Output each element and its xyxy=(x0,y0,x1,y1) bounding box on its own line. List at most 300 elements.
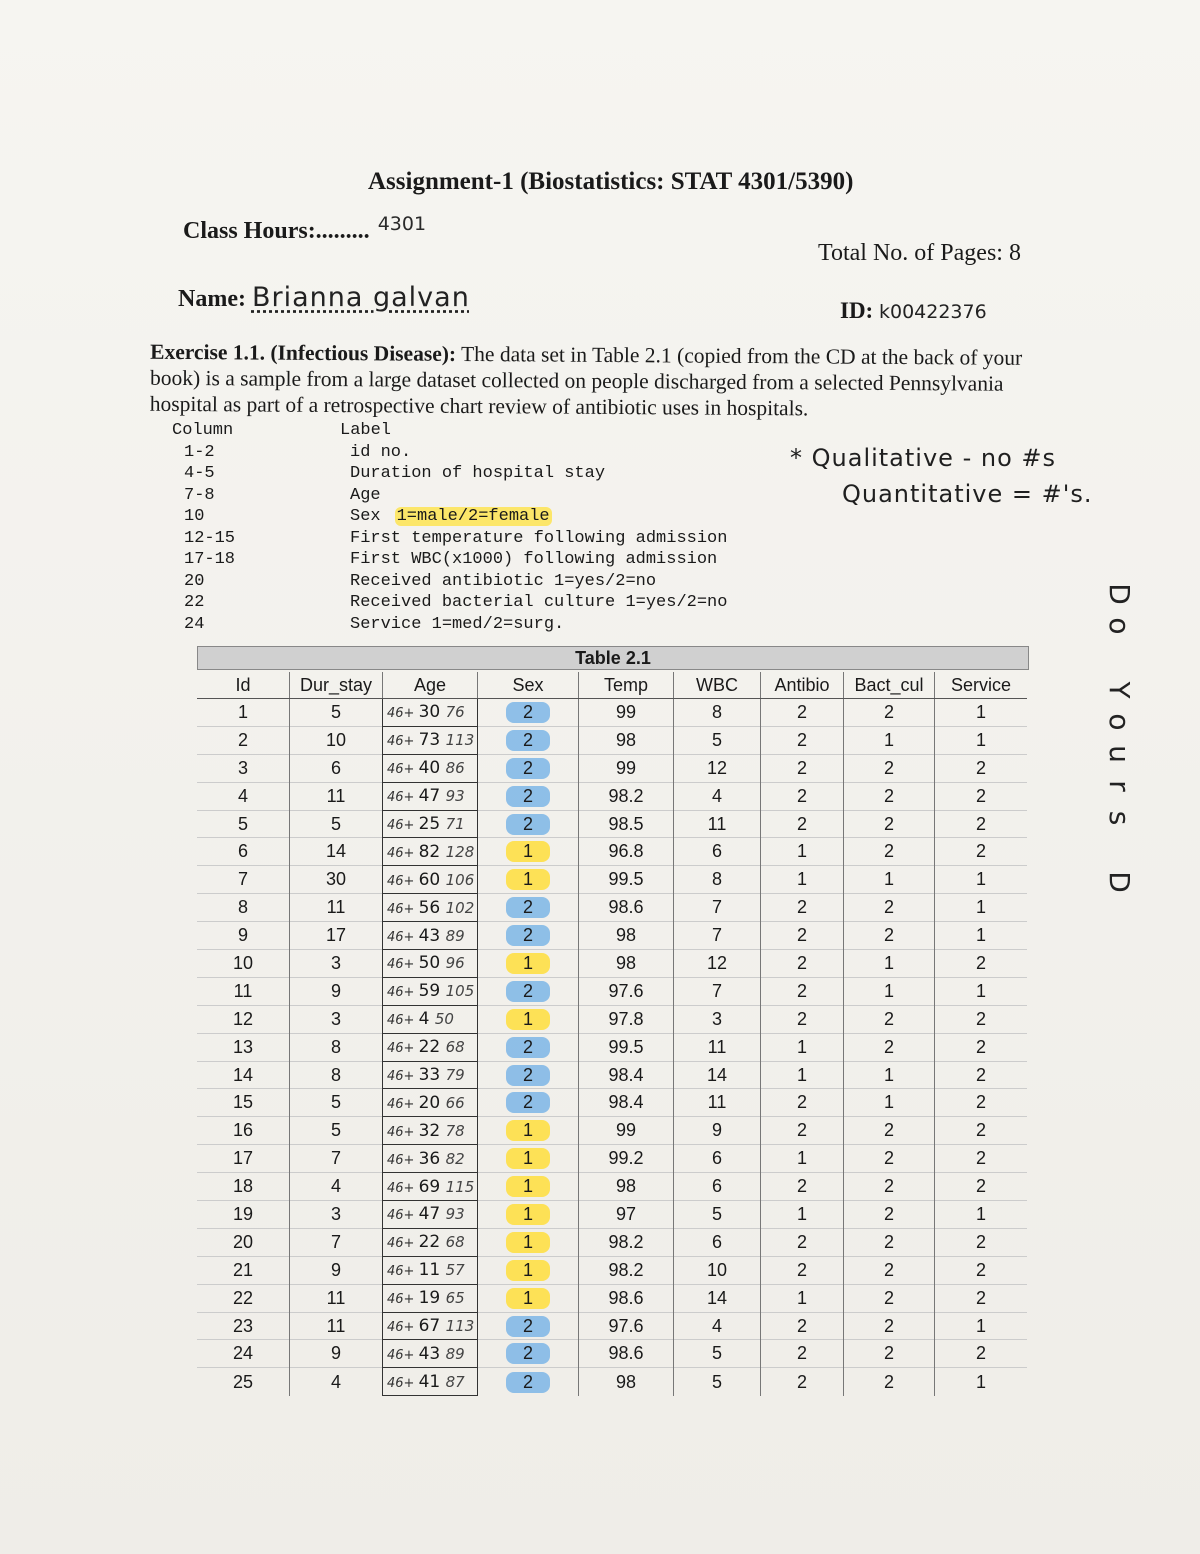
age-annotation-prefix: 46+ xyxy=(387,985,419,1001)
label-header: Label xyxy=(340,421,392,440)
cell-wbc: 6 xyxy=(674,1228,761,1256)
age-annotation-sum: 115 xyxy=(445,1177,475,1196)
class-hours-label: Class Hours:......... xyxy=(183,218,370,244)
cell-temp: 96.8 xyxy=(579,838,674,866)
side-doodle xyxy=(1098,578,1140,898)
age-annotation-prefix: 46+ xyxy=(387,706,419,722)
age-annotation-prefix: 46+ xyxy=(387,1264,419,1280)
cell-age xyxy=(383,1284,478,1312)
cell-antibio: 1 xyxy=(761,838,844,866)
cell-temp: 98.2 xyxy=(579,782,674,810)
cell-dur-stay: 5 xyxy=(290,699,383,727)
cell-temp: 99 xyxy=(579,1117,674,1145)
table-row xyxy=(197,1005,1027,1033)
cell-age xyxy=(383,1256,478,1284)
cell-sex xyxy=(478,894,579,922)
cell-age xyxy=(383,1312,478,1340)
cell-age xyxy=(383,810,478,838)
cell-id: 7 xyxy=(197,866,290,894)
codebook-row xyxy=(172,592,792,614)
cell-dur-stay: 6 xyxy=(290,754,383,782)
handwritten-note xyxy=(790,440,1140,512)
column-header-bact-cul: Bact_cul xyxy=(844,672,935,699)
cell-bact-cul: 1 xyxy=(844,866,935,894)
table-row xyxy=(197,1284,1027,1312)
table-row xyxy=(197,726,1027,754)
column-header-dur-stay: Dur_stay xyxy=(290,672,383,699)
cell-antibio: 1 xyxy=(761,1284,844,1312)
cell-temp: 98 xyxy=(579,1173,674,1201)
age-value: 30 xyxy=(418,702,446,723)
cell-antibio: 1 xyxy=(761,1033,844,1061)
column-header-sex: Sex xyxy=(478,672,579,699)
age-annotation-prefix: 46+ xyxy=(387,1041,419,1057)
cell-service: 2 xyxy=(935,1145,1028,1173)
sex-male-highlight: 1 xyxy=(506,1148,550,1169)
cell-wbc: 5 xyxy=(674,1340,761,1368)
id-label: ID: xyxy=(840,298,874,323)
table-row xyxy=(197,1340,1027,1368)
doodle-letter: s xyxy=(1103,810,1136,826)
sex-male-highlight: 1 xyxy=(506,1176,550,1197)
cell-service: 1 xyxy=(935,866,1028,894)
age-annotation-sum: 78 xyxy=(445,1121,465,1140)
cell-age xyxy=(383,782,478,810)
cell-bact-cul: 1 xyxy=(844,950,935,978)
cell-service: 2 xyxy=(935,1228,1028,1256)
assignment-title: Assignment-1 (Biostatistics: STAT 4301/5390) xyxy=(368,168,854,195)
cell-bact-cul: 2 xyxy=(844,1145,935,1173)
codebook-column: 17-18 xyxy=(184,550,236,569)
cell-id: 16 xyxy=(197,1117,290,1145)
cell-bact-cul: 2 xyxy=(844,782,935,810)
codebook-row xyxy=(172,463,792,485)
sex-female-highlight: 2 xyxy=(506,1065,550,1086)
codebook-label: Age xyxy=(350,485,381,505)
codebook-row xyxy=(172,614,792,636)
age-value: 43 xyxy=(418,925,446,946)
cell-bact-cul: 1 xyxy=(844,1089,935,1117)
sex-female-highlight: 2 xyxy=(506,1343,550,1364)
cell-id: 12 xyxy=(197,1005,290,1033)
cell-bact-cul: 1 xyxy=(844,1061,935,1089)
table-row xyxy=(197,1117,1027,1145)
doodle-letter: D xyxy=(1103,871,1136,893)
doodle-letter: o xyxy=(1103,713,1136,731)
cell-age xyxy=(383,977,478,1005)
table-row xyxy=(197,1061,1027,1089)
cell-sex xyxy=(478,699,579,727)
cell-service: 2 xyxy=(935,810,1028,838)
column-header-service: Service xyxy=(935,672,1028,699)
cell-bact-cul: 2 xyxy=(844,1340,935,1368)
exercise-body: The data set in Table 2.1 (copied from the CD at the back of your book) is a sample from a large dataset collected on people discharged from a selected Pennsylvania hospital as part of a retrospective chart review of antibiotic uses in hospitals. xyxy=(149,341,1023,421)
age-annotation-prefix: 46+ xyxy=(387,1236,419,1252)
cell-temp: 98.6 xyxy=(579,1284,674,1312)
cell-service: 1 xyxy=(935,1368,1028,1396)
cell-bact-cul: 2 xyxy=(844,1368,935,1396)
cell-age xyxy=(383,726,478,754)
age-annotation-prefix: 46+ xyxy=(387,1013,419,1029)
sex-female-highlight: 2 xyxy=(506,758,550,779)
cell-dur-stay: 17 xyxy=(290,922,383,950)
cell-sex xyxy=(478,1089,579,1117)
age-annotation-sum: 68 xyxy=(445,1233,465,1252)
cell-antibio: 2 xyxy=(761,894,844,922)
name-value: Brianna galvan xyxy=(251,282,470,313)
age-annotation-sum: 76 xyxy=(445,703,465,722)
cell-temp: 98 xyxy=(579,922,674,950)
cell-sex xyxy=(478,1173,579,1201)
note-line-2: Quantitative = #'s. xyxy=(842,480,1093,508)
cell-temp: 97.8 xyxy=(579,1005,674,1033)
codebook-row xyxy=(172,571,792,593)
codebook-row xyxy=(172,528,792,550)
cell-antibio: 2 xyxy=(761,1312,844,1340)
cell-sex xyxy=(478,726,579,754)
cell-temp: 97 xyxy=(579,1201,674,1229)
cell-bact-cul: 2 xyxy=(844,699,935,727)
cell-age xyxy=(383,1228,478,1256)
student-id xyxy=(840,298,987,324)
cell-antibio: 1 xyxy=(761,1061,844,1089)
table-title: Table 2.1 xyxy=(197,646,1029,670)
cell-age xyxy=(383,1089,478,1117)
codebook-column: 24 xyxy=(184,614,205,634)
cell-temp: 98.2 xyxy=(579,1256,674,1284)
age-annotation-prefix: 46+ xyxy=(387,1124,419,1140)
cell-wbc: 14 xyxy=(674,1061,761,1089)
age-annotation-prefix: 46+ xyxy=(387,929,419,945)
codebook-column: 20 xyxy=(184,571,205,591)
cell-dur-stay: 4 xyxy=(290,1173,383,1201)
sex-female-highlight: 2 xyxy=(506,1316,550,1337)
cell-age xyxy=(383,950,478,978)
cell-antibio: 1 xyxy=(761,1201,844,1229)
cell-id: 8 xyxy=(197,894,290,922)
cell-service: 2 xyxy=(935,1284,1028,1312)
cell-antibio: 2 xyxy=(761,1340,844,1368)
sex-female-highlight: 2 xyxy=(506,925,550,946)
sex-female-highlight: 2 xyxy=(506,702,550,723)
age-value: 22 xyxy=(418,1232,446,1253)
cell-sex xyxy=(478,1033,579,1061)
cell-dur-stay: 7 xyxy=(290,1228,383,1256)
codebook-label: First WBC(x1000) following admission xyxy=(350,550,718,569)
cell-temp: 98.6 xyxy=(579,1340,674,1368)
age-annotation-prefix: 46+ xyxy=(387,845,419,861)
codebook-label: First temperature following admission xyxy=(350,528,728,548)
cell-temp: 98 xyxy=(579,1368,674,1396)
cell-sex xyxy=(478,1256,579,1284)
codebook-row xyxy=(172,506,792,528)
cell-bact-cul: 2 xyxy=(844,1256,935,1284)
table-row xyxy=(197,977,1027,1005)
table-row xyxy=(197,810,1027,838)
cell-wbc: 5 xyxy=(674,726,761,754)
age-annotation-prefix: 46+ xyxy=(387,1347,419,1363)
cell-age xyxy=(383,754,478,782)
cell-antibio: 2 xyxy=(761,1228,844,1256)
codebook-column: 10 xyxy=(184,507,205,526)
age-annotation-sum: 71 xyxy=(445,815,465,833)
codebook xyxy=(172,420,792,635)
cell-age xyxy=(383,1368,478,1396)
age-annotation-prefix: 46+ xyxy=(387,873,419,889)
cell-id: 20 xyxy=(197,1228,290,1256)
age-value: 20 xyxy=(418,1092,446,1113)
age-value: 67 xyxy=(418,1316,446,1337)
age-annotation-sum: 57 xyxy=(445,1261,465,1280)
cell-wbc: 6 xyxy=(674,1145,761,1173)
cell-age xyxy=(383,894,478,922)
cell-sex xyxy=(478,782,579,810)
table-row xyxy=(197,922,1027,950)
exercise-text xyxy=(150,339,1076,423)
sex-female-highlight: 2 xyxy=(506,1372,550,1393)
cell-antibio: 2 xyxy=(761,699,844,727)
sex-male-highlight: 1 xyxy=(506,1260,550,1281)
cell-wbc: 5 xyxy=(674,1201,761,1229)
codebook-row xyxy=(172,442,792,464)
cell-temp: 98.4 xyxy=(579,1061,674,1089)
cell-antibio: 2 xyxy=(761,1368,844,1396)
cell-wbc: 6 xyxy=(674,838,761,866)
cell-bact-cul: 2 xyxy=(844,1201,935,1229)
sex-female-highlight: 2 xyxy=(506,730,550,751)
cell-dur-stay: 7 xyxy=(290,1145,383,1173)
table-row xyxy=(197,782,1027,810)
cell-id: 22 xyxy=(197,1284,290,1312)
cell-dur-stay: 5 xyxy=(290,810,383,838)
cell-service: 1 xyxy=(935,894,1028,922)
cell-age xyxy=(383,922,478,950)
cell-id: 23 xyxy=(197,1312,290,1340)
age-annotation-sum: 68 xyxy=(445,1038,465,1057)
cell-id: 25 xyxy=(197,1368,290,1396)
cell-bact-cul: 2 xyxy=(844,1117,935,1145)
age-value: 11 xyxy=(418,1260,446,1281)
sex-male-highlight: 1 xyxy=(506,869,550,890)
age-annotation-sum: 128 xyxy=(445,842,475,861)
age-annotation-sum: 96 xyxy=(445,954,465,973)
age-value: 25 xyxy=(418,814,446,834)
cell-wbc: 8 xyxy=(674,866,761,894)
cell-service: 2 xyxy=(935,1005,1028,1033)
column-header-temp: Temp xyxy=(579,672,674,699)
cell-dur-stay: 4 xyxy=(290,1368,383,1396)
codebook-row xyxy=(172,485,792,507)
age-value: 69 xyxy=(418,1176,446,1197)
cell-id: 15 xyxy=(197,1089,290,1117)
cell-wbc: 11 xyxy=(674,1089,761,1117)
column-header-wbc: WBC xyxy=(674,672,761,699)
cell-temp: 99.5 xyxy=(579,1033,674,1061)
cell-dur-stay: 5 xyxy=(290,1117,383,1145)
cell-id: 24 xyxy=(197,1340,290,1368)
cell-bact-cul: 2 xyxy=(844,810,935,838)
age-value: 43 xyxy=(418,1343,446,1364)
age-annotation-prefix: 46+ xyxy=(387,1320,419,1336)
cell-wbc: 7 xyxy=(674,894,761,922)
age-annotation-sum: 102 xyxy=(445,898,475,917)
age-annotation-sum: 82 xyxy=(445,1149,465,1168)
table-header-row xyxy=(197,672,1027,699)
cell-wbc: 4 xyxy=(674,1312,761,1340)
class-hours-value: 4301 xyxy=(377,213,427,235)
cell-dur-stay: 14 xyxy=(290,838,383,866)
age-annotation-sum: 66 xyxy=(445,1093,465,1112)
cell-temp: 97.6 xyxy=(579,1312,674,1340)
cell-sex xyxy=(478,1117,579,1145)
sex-male-highlight: 1 xyxy=(506,1232,550,1253)
cell-temp: 98.5 xyxy=(579,810,674,838)
column-header-antibio: Antibio xyxy=(761,672,844,699)
table-row xyxy=(197,699,1027,727)
cell-service: 2 xyxy=(935,950,1028,978)
age-annotation-sum: 93 xyxy=(445,787,465,806)
age-value: 73 xyxy=(418,730,446,751)
cell-service: 2 xyxy=(935,838,1028,866)
codebook-label: Duration of hospital stay xyxy=(350,464,606,483)
cell-id: 4 xyxy=(197,782,290,810)
name-label: Name: xyxy=(178,286,246,312)
sex-male-highlight: 1 xyxy=(506,1288,550,1309)
cell-antibio: 2 xyxy=(761,922,844,950)
age-value: 50 xyxy=(418,953,446,974)
doodle-letter: o xyxy=(1103,617,1136,635)
sex-female-highlight: 2 xyxy=(506,1037,550,1058)
cell-antibio: 2 xyxy=(761,810,844,838)
table-grid xyxy=(197,672,1027,1396)
codebook-label: Sex 1=male/2=female xyxy=(350,507,550,526)
sex-male-highlight: 1 xyxy=(506,841,550,862)
cell-service: 1 xyxy=(935,1201,1028,1229)
table-row xyxy=(197,1368,1027,1396)
cell-antibio: 1 xyxy=(761,1145,844,1173)
cell-sex xyxy=(478,977,579,1005)
cell-bact-cul: 1 xyxy=(844,977,935,1005)
cell-service: 2 xyxy=(935,1173,1028,1201)
codebook-label: id no. xyxy=(350,442,412,462)
age-annotation-prefix: 46+ xyxy=(387,790,419,806)
class-hours xyxy=(183,213,427,245)
cell-service: 2 xyxy=(935,782,1028,810)
cell-sex xyxy=(478,866,579,894)
age-annotation-sum: 89 xyxy=(445,1344,465,1363)
cell-sex xyxy=(478,754,579,782)
cell-antibio: 2 xyxy=(761,1117,844,1145)
cell-dur-stay: 8 xyxy=(290,1033,383,1061)
cell-id: 9 xyxy=(197,922,290,950)
age-annotation-prefix: 46+ xyxy=(387,762,419,778)
sex-male-highlight: 1 xyxy=(506,953,550,974)
age-annotation-prefix: 46+ xyxy=(387,901,419,917)
age-value: 33 xyxy=(418,1065,446,1086)
cell-temp: 98 xyxy=(579,950,674,978)
cell-id: 5 xyxy=(197,810,290,838)
sex-male-highlight: 1 xyxy=(506,1009,550,1030)
cell-temp: 99.2 xyxy=(579,1145,674,1173)
age-annotation-sum: 93 xyxy=(445,1205,465,1224)
cell-service: 2 xyxy=(935,1033,1028,1061)
cell-id: 3 xyxy=(197,754,290,782)
age-annotation-prefix: 46+ xyxy=(387,1096,419,1112)
cell-temp: 97.6 xyxy=(579,977,674,1005)
codebook-label: Received bacterial culture 1=yes/2=no xyxy=(350,593,728,612)
age-annotation-sum: 89 xyxy=(445,926,465,945)
codebook-row xyxy=(172,549,792,571)
cell-temp: 99 xyxy=(579,754,674,782)
sex-female-highlight: 2 xyxy=(506,814,550,835)
cell-wbc: 7 xyxy=(674,977,761,1005)
codebook-column: 12-15 xyxy=(184,528,236,548)
cell-id: 18 xyxy=(197,1173,290,1201)
age-annotation-prefix: 46+ xyxy=(387,1375,419,1391)
age-annotation-prefix: 46+ xyxy=(387,1069,419,1085)
cell-bact-cul: 2 xyxy=(844,1312,935,1340)
table-row xyxy=(197,1173,1027,1201)
cell-service: 2 xyxy=(935,1256,1028,1284)
age-value: 59 xyxy=(418,981,446,1002)
cell-antibio: 2 xyxy=(761,977,844,1005)
cell-id: 13 xyxy=(197,1033,290,1061)
total-pages: Total No. of Pages: 8 xyxy=(818,240,1021,266)
cell-sex xyxy=(478,838,579,866)
cell-service: 2 xyxy=(935,1117,1028,1145)
age-annotation-sum: 86 xyxy=(445,759,465,778)
cell-service: 1 xyxy=(935,922,1028,950)
cell-wbc: 5 xyxy=(674,1368,761,1396)
codebook-header xyxy=(172,420,792,442)
cell-id: 21 xyxy=(197,1256,290,1284)
cell-antibio: 2 xyxy=(761,1173,844,1201)
age-annotation-sum: 113 xyxy=(445,731,475,750)
sex-male-highlight: 1 xyxy=(506,1120,550,1141)
cell-wbc: 12 xyxy=(674,950,761,978)
cell-age xyxy=(383,838,478,866)
age-annotation-prefix: 46+ xyxy=(387,957,419,973)
cell-dur-stay: 8 xyxy=(290,1061,383,1089)
column-header: Column xyxy=(172,421,234,440)
cell-wbc: 7 xyxy=(674,922,761,950)
cell-age xyxy=(383,1173,478,1201)
cell-sex xyxy=(478,922,579,950)
cell-antibio: 2 xyxy=(761,1005,844,1033)
cell-bact-cul: 2 xyxy=(844,894,935,922)
cell-dur-stay: 9 xyxy=(290,1256,383,1284)
cell-age xyxy=(383,866,478,894)
cell-dur-stay: 11 xyxy=(290,894,383,922)
cell-wbc: 4 xyxy=(674,782,761,810)
sex-coding-highlight: 1=male/2=female xyxy=(396,507,550,526)
cell-age xyxy=(383,1005,478,1033)
doodle-letter: u xyxy=(1103,745,1136,763)
age-annotation-prefix: 46+ xyxy=(387,1208,419,1224)
column-header-id: Id xyxy=(197,672,290,699)
cell-id: 2 xyxy=(197,726,290,754)
age-value: 32 xyxy=(418,1120,446,1141)
age-value: 60 xyxy=(418,869,446,890)
age-value: 56 xyxy=(418,897,446,918)
cell-sex xyxy=(478,1005,579,1033)
codebook-column: 1-2 xyxy=(184,442,215,462)
cell-age xyxy=(383,1061,478,1089)
cell-bact-cul: 2 xyxy=(844,1228,935,1256)
age-value: 41 xyxy=(418,1371,446,1392)
cell-sex xyxy=(478,1061,579,1089)
cell-id: 6 xyxy=(197,838,290,866)
